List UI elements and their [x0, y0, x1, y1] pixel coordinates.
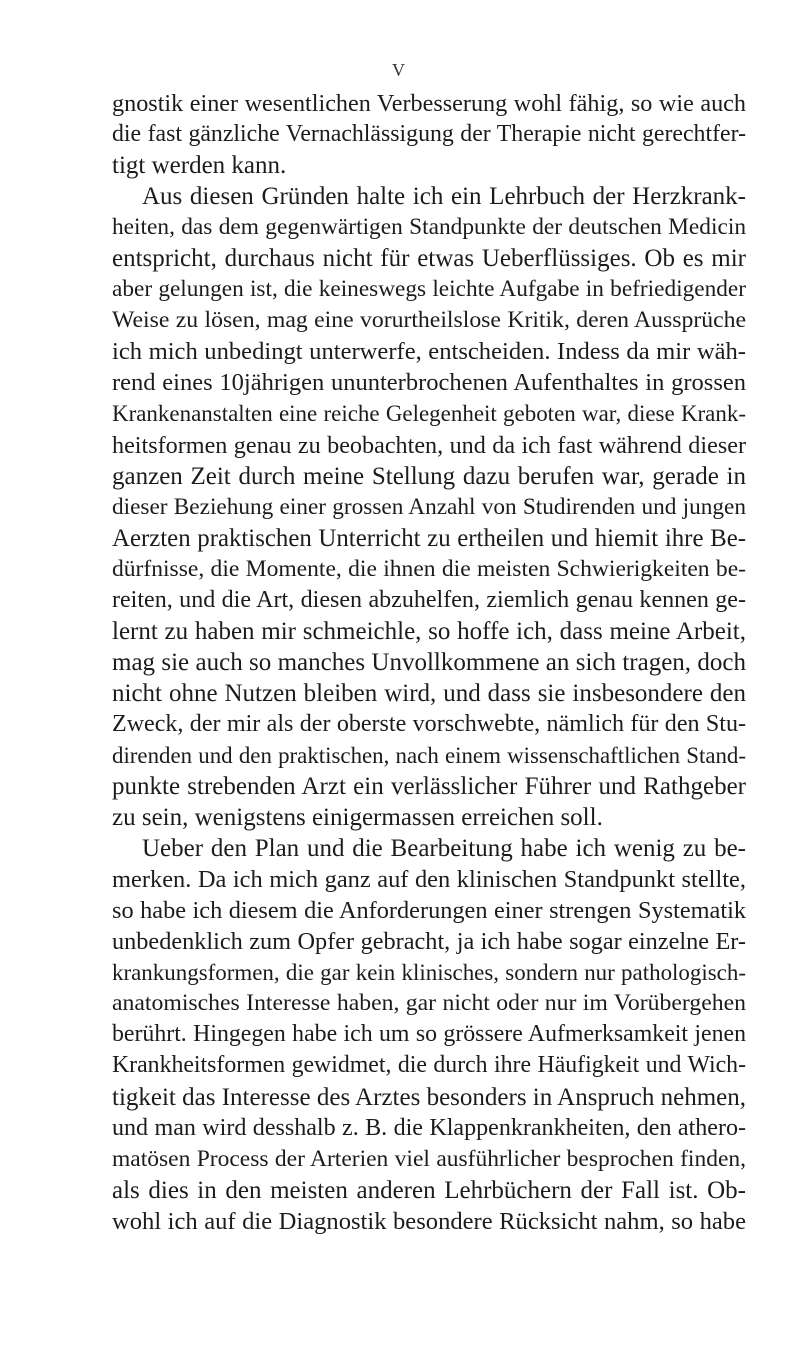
text-line: Weise zu lösen, mag eine vorurtheilslose Kritik, deren Aussprüche	[112, 307, 746, 334]
text-line: und man wird desshalb z. B. die Klappenkrankheiten, den athero-	[112, 1114, 746, 1141]
text-line: matösen Process der Arterien viel ausführlicher besprochen finden,	[112, 1145, 746, 1172]
text-line: wohl ich auf die Diagnostik besondere Rücksicht nahm, so habe	[112, 1207, 746, 1235]
text-line: unbedenklich zum Opfer gebracht, ja ich habe sogar einzelne Er-	[112, 928, 746, 956]
text-line: so habe ich diesem die Anforderungen einer strengen Systematik	[112, 897, 746, 925]
text-line: berührt. Hingegen habe ich um so grössere Aufmerksamkeit jenen	[112, 1021, 746, 1048]
body-text	[112, 88, 746, 1237]
text-line: gnostik einer wesentlichen Verbesserung wohl fähig, so wie auch	[112, 90, 746, 117]
text-line: Aus diesen Gründen halte ich ein Lehrbuch der Herzkrank-	[142, 183, 746, 211]
text-line: anatomisches Interesse haben, gar nicht oder nur im Vorübergehen	[112, 990, 746, 1017]
text-line: heitsformen genau zu beobachten, und da ich fast während dieser	[112, 431, 746, 459]
text-line: punkte strebenden Arzt ein verlässlicher Führer und Rathgeber	[112, 773, 746, 801]
text-line: entspricht, durchaus nicht für etwas Ueberflüssiges. Ob es mir	[112, 245, 746, 273]
text-line: nicht ohne Nutzen bleiben wird, und dass sie insbesondere den	[112, 679, 746, 707]
text-line: merken. Da ich mich ganz auf den klinischen Standpunkt stellte,	[112, 866, 746, 894]
text-line: Aerzten praktischen Unterricht zu ertheilen und hiemit ihre Be-	[112, 524, 746, 552]
text-line: als dies in den meisten anderen Lehrbüchern der Fall ist. Ob-	[112, 1176, 746, 1204]
text-line: ganzen Zeit durch meine Stellung dazu berufen war, gerade in	[112, 462, 746, 490]
text-line: aber gelungen ist, die keineswegs leichte Aufgabe in befriedigender	[112, 276, 746, 303]
text-line: krankungsformen, die gar kein klinisches, sondern nur pathologisch-	[112, 960, 746, 986]
text-line: reiten, und die Art, diesen abzuhelfen, ziemlich genau kennen ge-	[112, 586, 746, 613]
text-line: Zweck, der mir als der oberste vorschwebte, nämlich für den Stu-	[112, 710, 746, 737]
text-line: die fast gänzliche Vernachlässigung der Therapie nicht gerechtfer-	[112, 121, 746, 148]
text-line: rend eines 10jährigen ununterbrochenen Aufenthaltes in grossen	[112, 369, 746, 397]
text-line: mag sie auch so manches Unvollkommene an sich tragen, doch	[112, 648, 746, 676]
text-line: dürfnisse, die Momente, die ihnen die meisten Schwierigkeiten be-	[112, 555, 746, 582]
text-line: Krankenanstalten eine reiche Gelegenheit geboten war, diese Krank-	[112, 401, 746, 427]
text-line: tigt werden kann.	[112, 152, 287, 180]
page-number: V	[392, 60, 406, 80]
text-line: Krankheitsformen gewidmet, die durch ihre Häufigkeit und Wich-	[112, 1052, 746, 1079]
text-line: dieser Beziehung einer grossen Anzahl von Studirenden und jungen	[112, 493, 746, 520]
text-line: Ueber den Plan und die Bearbeitung habe ich wenig zu be-	[142, 835, 746, 863]
text-line: tigkeit das Interesse des Arztes besonders in Anspruch nehmen,	[112, 1083, 746, 1111]
text-line: direnden und den praktischen, nach einem wissenschaftlichen Stand-	[112, 742, 746, 768]
text-line: ich mich unbedingt unterwerfe, entscheiden. Indess da mir wäh-	[112, 338, 746, 366]
text-line: lernt zu haben mir schmeichle, so hoffe ich, dass meine Arbeit,	[112, 617, 746, 645]
text-line: heiten, das dem gegenwärtigen Standpunkte der deutschen Medicin	[112, 214, 746, 241]
text-line: zu sein, wenigstens einigermassen erreichen soll.	[112, 804, 603, 832]
